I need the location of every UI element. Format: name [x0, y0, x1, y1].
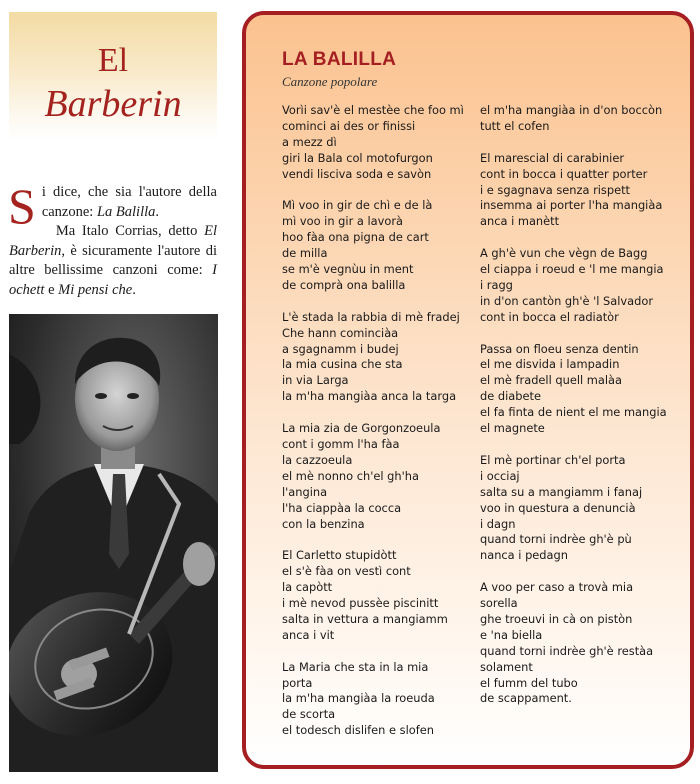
lyrics-line: L'è stada la rabbia di mè fradej [282, 309, 460, 324]
lyrics-line: e 'na biella [480, 627, 543, 642]
lyrics-line: i occiaj [480, 468, 520, 483]
lyrics-stanza [282, 310, 472, 405]
lyrics-line: de scorta [282, 707, 336, 722]
song-subtitle: Canzone popolare [282, 74, 378, 89]
lyrics-line: l'angina [282, 484, 328, 499]
lyrics-line: la cazzoeula [282, 452, 353, 467]
lyrics-line: voo in questura a denuncià [480, 500, 636, 515]
lyrics-stanza [282, 421, 472, 532]
lyrics-line: de diabete [480, 389, 541, 404]
lyrics-line: hoo fàa ona pigna de cart [282, 230, 429, 245]
lyrics-stanza [480, 246, 680, 326]
lyrics-line: quand torni indrèe gh'è pù [480, 532, 632, 547]
lyrics-line: mì voo in gir a lavorà [282, 214, 404, 229]
lyrics-line: porta [282, 675, 313, 690]
title-banner [9, 12, 217, 140]
lyrics-line: Mì voo in gir de chì e de là [282, 198, 433, 213]
lyrics-line: in via Larga [282, 373, 349, 388]
lyrics-line: el fa finta de nient el me mangia [480, 405, 667, 420]
lyrics-line: tutt el cofen [480, 118, 550, 133]
lyrics-line: sorella [480, 596, 518, 611]
lyrics-line: la m'ha mangiàa la roeuda [282, 691, 435, 706]
lyrics-stanza [282, 548, 472, 643]
lyrics-line: in d'on cantòn gh'è 'l Salvador [480, 293, 654, 308]
lyrics-stanza [480, 453, 680, 564]
lyrics-line: A voo per caso a trovà mia [480, 580, 634, 595]
page-title-line1: El [97, 42, 129, 79]
lyrics-card [242, 11, 694, 769]
lyrics-line: el magnete [480, 421, 545, 436]
lyrics-line: cont in bocca i quatter porter [480, 166, 648, 181]
dropcap-letter: S [8, 178, 36, 234]
guitarist-photo [9, 314, 218, 772]
lyrics-line: el todesch dislifen e slofen [282, 723, 434, 738]
song-title: LA BALILLA [282, 49, 397, 70]
lyrics-line: cont i gomm l'ha fàa [282, 436, 400, 451]
lyrics-line: de scappament. [480, 691, 572, 706]
intro-paragraph-2: Ma Italo Corrias, detto El Barberin, è sicuramente l'autore di altre bellissime canzoni come: I ochett e Mi pensi che. [9, 223, 217, 298]
lyrics-line: l'ha ciappàa la cocca [282, 500, 402, 515]
lyrics-line: El mè portinar ch'el porta [480, 452, 626, 467]
lyrics-line: la capòtt [282, 580, 333, 595]
lyrics-line: giri la Bala col motofurgon [282, 150, 433, 165]
lyrics-line: el m'ha mangiàa in d'on boccòn [480, 103, 663, 117]
lyrics-line: cominci ai des or finissi [282, 118, 416, 133]
lyrics-stanza [480, 342, 680, 437]
lyrics-line: i mè nevod pussèe piscinitt [282, 596, 439, 611]
intro-text [8, 178, 217, 300]
lyrics-line: Vorìi sav'è el mestèe che foo mì [282, 103, 464, 117]
page-title-line2: Barberin [44, 83, 182, 125]
lyrics-line: la m'ha mangiàa anca la targa [282, 389, 457, 404]
lyrics-stanza [480, 151, 680, 231]
lyrics-line: con la benzina [282, 516, 365, 531]
lyrics-line: Passa on floeu senza dentin [480, 341, 639, 356]
intro-paragraph-1: Si dice, che sia l'autore della canzone: La Balilla. [8, 178, 217, 234]
lyrics-line: A gh'è vun che vègn de Bagg [480, 246, 648, 261]
lyrics-line: vendi lisciva soda e savòn [282, 166, 432, 181]
lyrics-line: el ciappa i roeud e 'l me mangia [480, 262, 664, 277]
lyrics-column-left [282, 103, 472, 755]
lyrics-line: cont in bocca el radiatòr [480, 309, 619, 324]
lyrics-line: el mè nonno ch'el gh'ha [282, 468, 419, 483]
lyrics-line: se m'è vegnùu in ment [282, 262, 414, 277]
lyrics-stanza [282, 660, 472, 740]
lyrics-line: ghe troeuvi in cà on pistòn [480, 611, 633, 626]
lyrics-line: el fumm del tubo [480, 675, 578, 690]
lyrics-line: Che hann cominciàa [282, 325, 399, 340]
lyrics-line: i e sgagnava senza rispett [480, 182, 631, 197]
lyrics-line: La Maria che sta in la mia [282, 659, 429, 674]
lyrics-line: i ragg [480, 277, 513, 292]
lyrics-line: salta in vettura a mangiamm [282, 611, 448, 626]
lyrics-line: anca i vit [282, 627, 335, 642]
lyrics-line: a sgagnamm i budej [282, 341, 399, 356]
lyrics-stanza [480, 580, 680, 707]
lyrics-column-right [480, 103, 680, 723]
guitarist-illustration [9, 314, 218, 772]
lyrics-line: quand torni indrèe gh'è restàa [480, 643, 654, 658]
lyrics-line: El marescial di carabinier [480, 150, 625, 165]
lyrics-line: el me disvida i lampadin [480, 357, 620, 372]
lyrics-line: salta su a mangiamm i fanaj [480, 484, 643, 499]
lyrics-line: La mia zia de Gorgonzoeula [282, 421, 441, 436]
lyrics-line: el mè fradell quell malàa [480, 373, 622, 388]
lyrics-line: El Carletto stupidòtt [282, 548, 397, 563]
lyrics-line: solament [480, 659, 533, 674]
lyrics-stanza [282, 198, 472, 293]
lyrics-stanza [282, 103, 472, 183]
lyrics-line: la mia cusina che sta [282, 357, 403, 372]
lyrics-line: de comprà ona balilla [282, 277, 406, 292]
lyrics-line: el s'è fàa on vestì cont [282, 564, 411, 579]
lyrics-line: a mezz dì [282, 134, 337, 149]
lyrics-line: de milla [282, 246, 328, 261]
lyrics-stanza [480, 103, 680, 135]
lyrics-line: insemma ai porter l'ha mangiàa [480, 198, 663, 213]
lyrics-line: nanca i pedagn [480, 548, 568, 563]
lyrics-line: anca i manètt [480, 214, 560, 229]
lyrics-line: i dagn [480, 516, 516, 531]
